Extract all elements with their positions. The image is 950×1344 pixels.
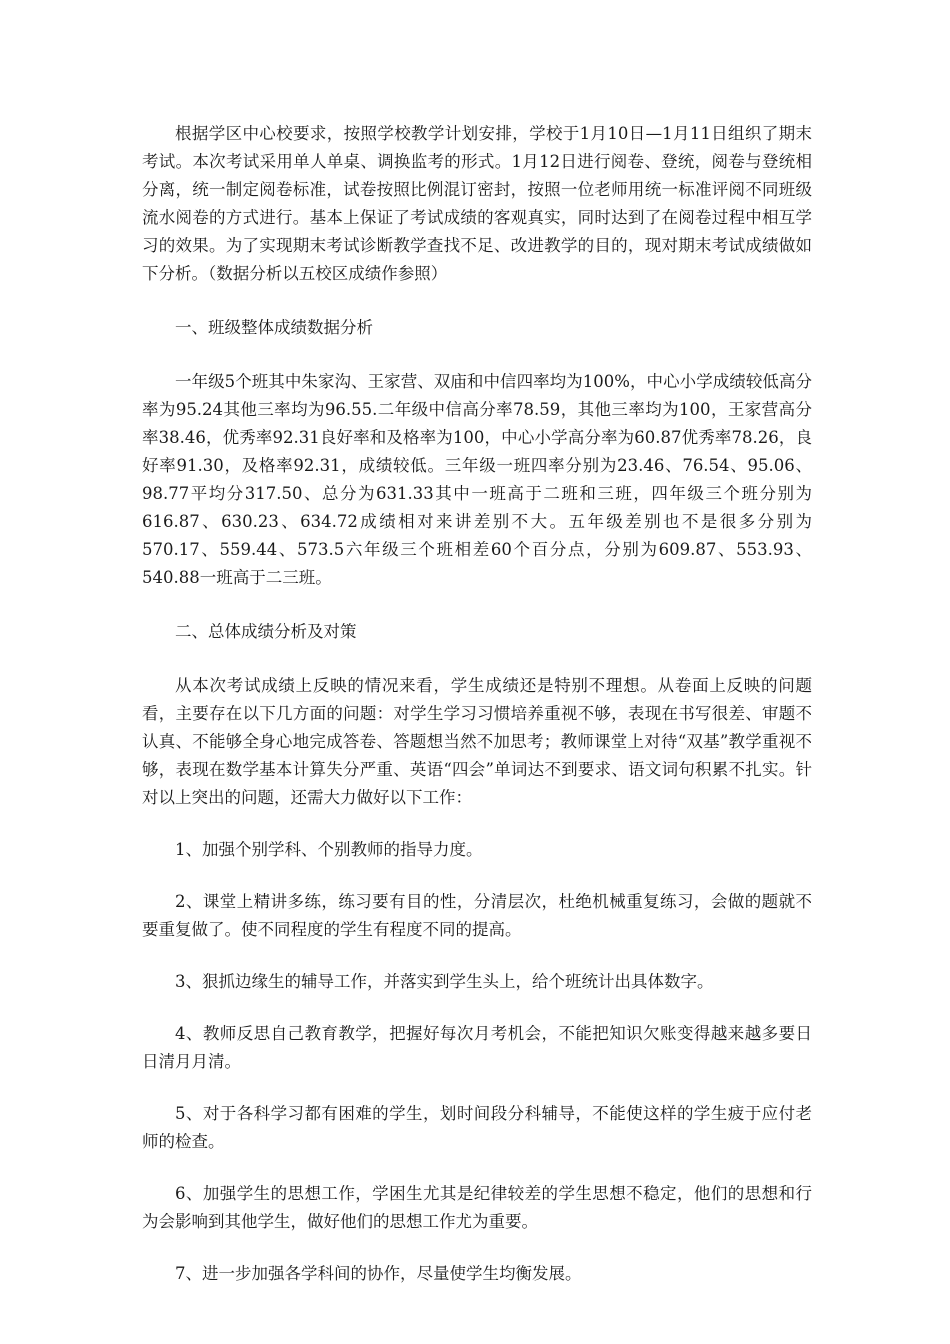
intro-paragraph: 根据学区中心校要求，按照学校教学计划安排，学校于1月10日—1月11日组织了期末考试。本次考试采用单人单桌、调换监考的形式。1月12日进行阅卷、登统，阅卷与登统相分离，统一制定阅卷标准，试卷按照比例混订密封，按照一位老师用统一标准评阅不同班级流水阅卷的方式进行。基本上保证了考试成绩的客观真实，同时达到了在阅卷过程中相互学习的效果。为了实现期末考试诊断教学查找不足、改进教学的目的，现对期末考试成绩做如下分析。（数据分析以五校区成绩作参照） <box>142 124 812 283</box>
document-page <box>142 120 812 1288</box>
measure-item: 7、进一步加强各学科间的协作，尽量使学生均衡发展。 <box>175 1264 582 1283</box>
section-heading-overall-analysis: 二、总体成绩分析及对策 <box>175 622 357 641</box>
class-analysis-paragraph: 一年级5个班其中朱家沟、王家营、双庙和中信四率均为100%，中心小学成绩较低高分率为95.24其他三率均为96.55.二年级中信高分率78.59，其他三率均为100，王家营高分率38.46，优秀率92.31良好率和及格率为100，中心小学高分率为60.87优秀率78.26，良好率91.30，及格率92.31，成绩较低。三年级一班四率分别为23.46、76.54、95.06、98.77平均分317.50、总分为631.33其中一班高于二班和三班，四年级三个班分别为616.87、630.23、634.72成绩相对来讲差别不大。五年级差别也不是很多分别为570.17、559.44、573.5六年级三个班相差60个百分点，分别为609.87、553.93、540.88一班高于二三班。 <box>142 372 812 587</box>
measure-item: 6、加强学生的思想工作，学困生尤其是纪律较差的学生思想不稳定，他们的思想和行为会影响到其他学生，做好他们的思想工作尤为重要。 <box>142 1184 812 1231</box>
measure-item: 5、对于各科学习都有困难的学生，划时间段分科辅导，不能使这样的学生疲于应付老师的检查。 <box>142 1104 812 1151</box>
overall-analysis-paragraph: 从本次考试成绩上反映的情况来看，学生成绩还是特别不理想。从卷面上反映的问题看，主要存在以下几方面的问题：对学生学习习惯培养重视不够，表现在书写很差、审题不认真、不能够全身心地完成答卷、答题想当然不加思考；教师课堂上对待“双基”教学重视不够，表现在数学基本计算失分严重、英语“四会”单词达不到要求、语文词句积累不扎实。针对以上突出的问题，还需大力做好以下工作： <box>142 676 812 807</box>
measure-item: 3、狠抓边缘生的辅导工作，并落实到学生头上，给个班统计出具体数字。 <box>175 972 714 991</box>
measure-item: 1、加强个别学科、个别教师的指导力度。 <box>175 840 483 859</box>
measure-item: 2、课堂上精讲多练，练习要有目的性，分清层次，杜绝机械重复练习，会做的题就不要重复做了。使不同程度的学生有程度不同的提高。 <box>142 892 812 939</box>
section-heading-class-analysis: 一、班级整体成绩数据分析 <box>175 318 373 337</box>
measure-item: 4、教师反思自己教育教学，把握好每次月考机会，不能把知识欠账变得越来越多要日日清月月清。 <box>142 1024 812 1071</box>
